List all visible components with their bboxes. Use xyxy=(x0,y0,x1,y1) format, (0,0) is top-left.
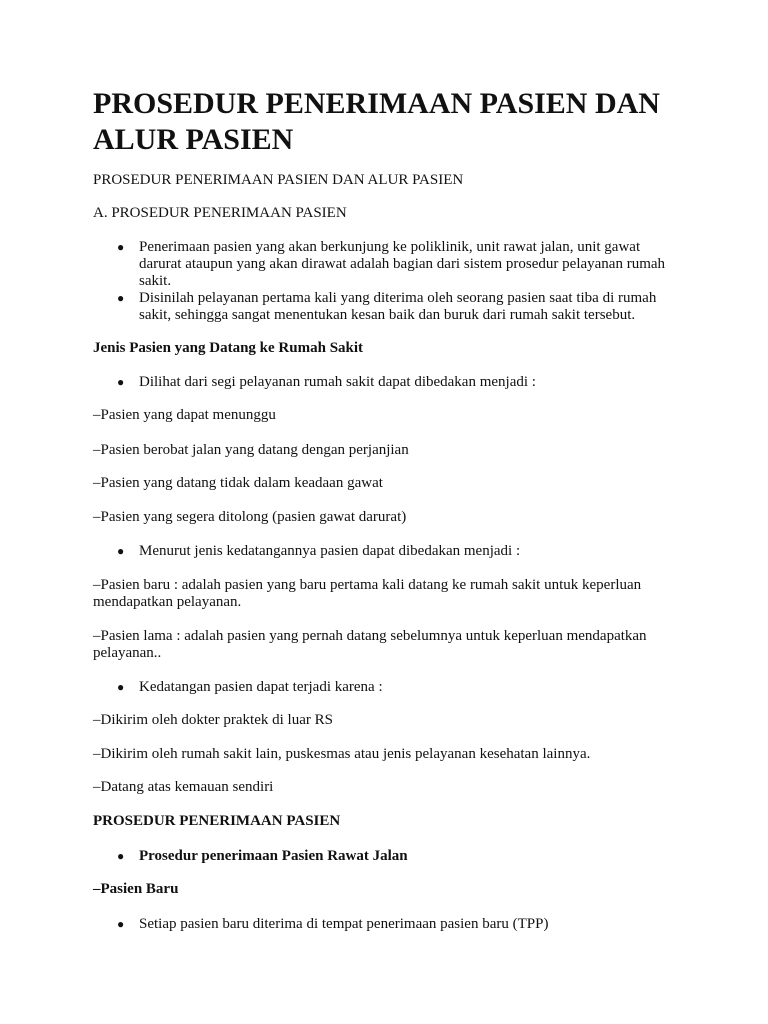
list-item-text: Disinilah pelayanan pertama kali yang diterima oleh seorang pasien saat tiba di rumah sakit, sehingga sangat menentukan kesan baik dan buruk dari rumah sakit tersebut. xyxy=(139,290,657,323)
list-item-text: Penerimaan pasien yang akan berkunjung ke poliklinik, unit rawat jalan, unit gawat darurat ataupun yang akan dirawat adalah bagian dari sistem prosedur pelayanan rumah sakit. xyxy=(139,239,666,289)
section-a-heading: A. PROSEDUR PENERIMAAN PASIEN xyxy=(93,205,347,221)
bullet-icon: ● xyxy=(117,291,125,305)
list-item-text: Setiap pasien baru diterima di tempat penerimaan pasien baru (TPP) xyxy=(139,916,549,932)
dash-item: –Pasien lama : adalah pasien yang pernah datang sebelumnya untuk keperluan mendapatkan pelayanan.. xyxy=(93,628,647,661)
bullet-icon: ● xyxy=(117,375,125,389)
dash-item: –Pasien berobat jalan yang datang dengan perjanjian xyxy=(93,442,409,458)
list-item-text: Kedatangan pasien dapat terjadi karena : xyxy=(139,679,383,695)
dash-item: –Dikirim oleh rumah sakit lain, puskesmas atau jenis pelayanan kesehatan lainnya. xyxy=(93,746,591,762)
dash-item: –Pasien yang datang tidak dalam keadaan gawat xyxy=(93,475,383,491)
dash-item: –Pasien baru : adalah pasien yang baru pertama kali datang ke rumah sakit untuk keperluan mendapatkan pelayanan. xyxy=(93,577,642,610)
dash-item: –Pasien yang segera ditolong (pasien gawat darurat) xyxy=(93,509,407,525)
bullet-icon: ● xyxy=(117,680,125,694)
list-item-text: Dilihat dari segi pelayanan rumah sakit dapat dibedakan menjadi : xyxy=(139,374,536,390)
bullet-icon: ● xyxy=(117,544,125,558)
list-item-text: Prosedur penerimaan Pasien Rawat Jalan xyxy=(139,848,408,864)
bullet-icon: ● xyxy=(117,240,125,254)
heading-jenis-pasien: Jenis Pasien yang Datang ke Rumah Sakit xyxy=(93,340,364,356)
bullet-icon: ● xyxy=(117,917,125,931)
document-title: PROSEDUR PENERIMAAN PASIEN DAN ALUR PASIEN xyxy=(93,87,660,156)
dash-item: –Dikirim oleh dokter praktek di luar RS xyxy=(93,712,333,728)
list-item-text: Menurut jenis kedatangannya pasien dapat dibedakan menjadi : xyxy=(139,543,521,559)
dash-item: –Pasien yang dapat menunggu xyxy=(93,407,276,423)
bullet-icon: ● xyxy=(117,849,125,863)
heading-pasien-baru: –Pasien Baru xyxy=(93,881,179,897)
dash-item: –Datang atas kemauan sendiri xyxy=(93,779,274,795)
subtitle: PROSEDUR PENERIMAAN PASIEN DAN ALUR PASIEN xyxy=(93,172,464,188)
heading-prosedur: PROSEDUR PENERIMAAN PASIEN xyxy=(93,813,341,829)
